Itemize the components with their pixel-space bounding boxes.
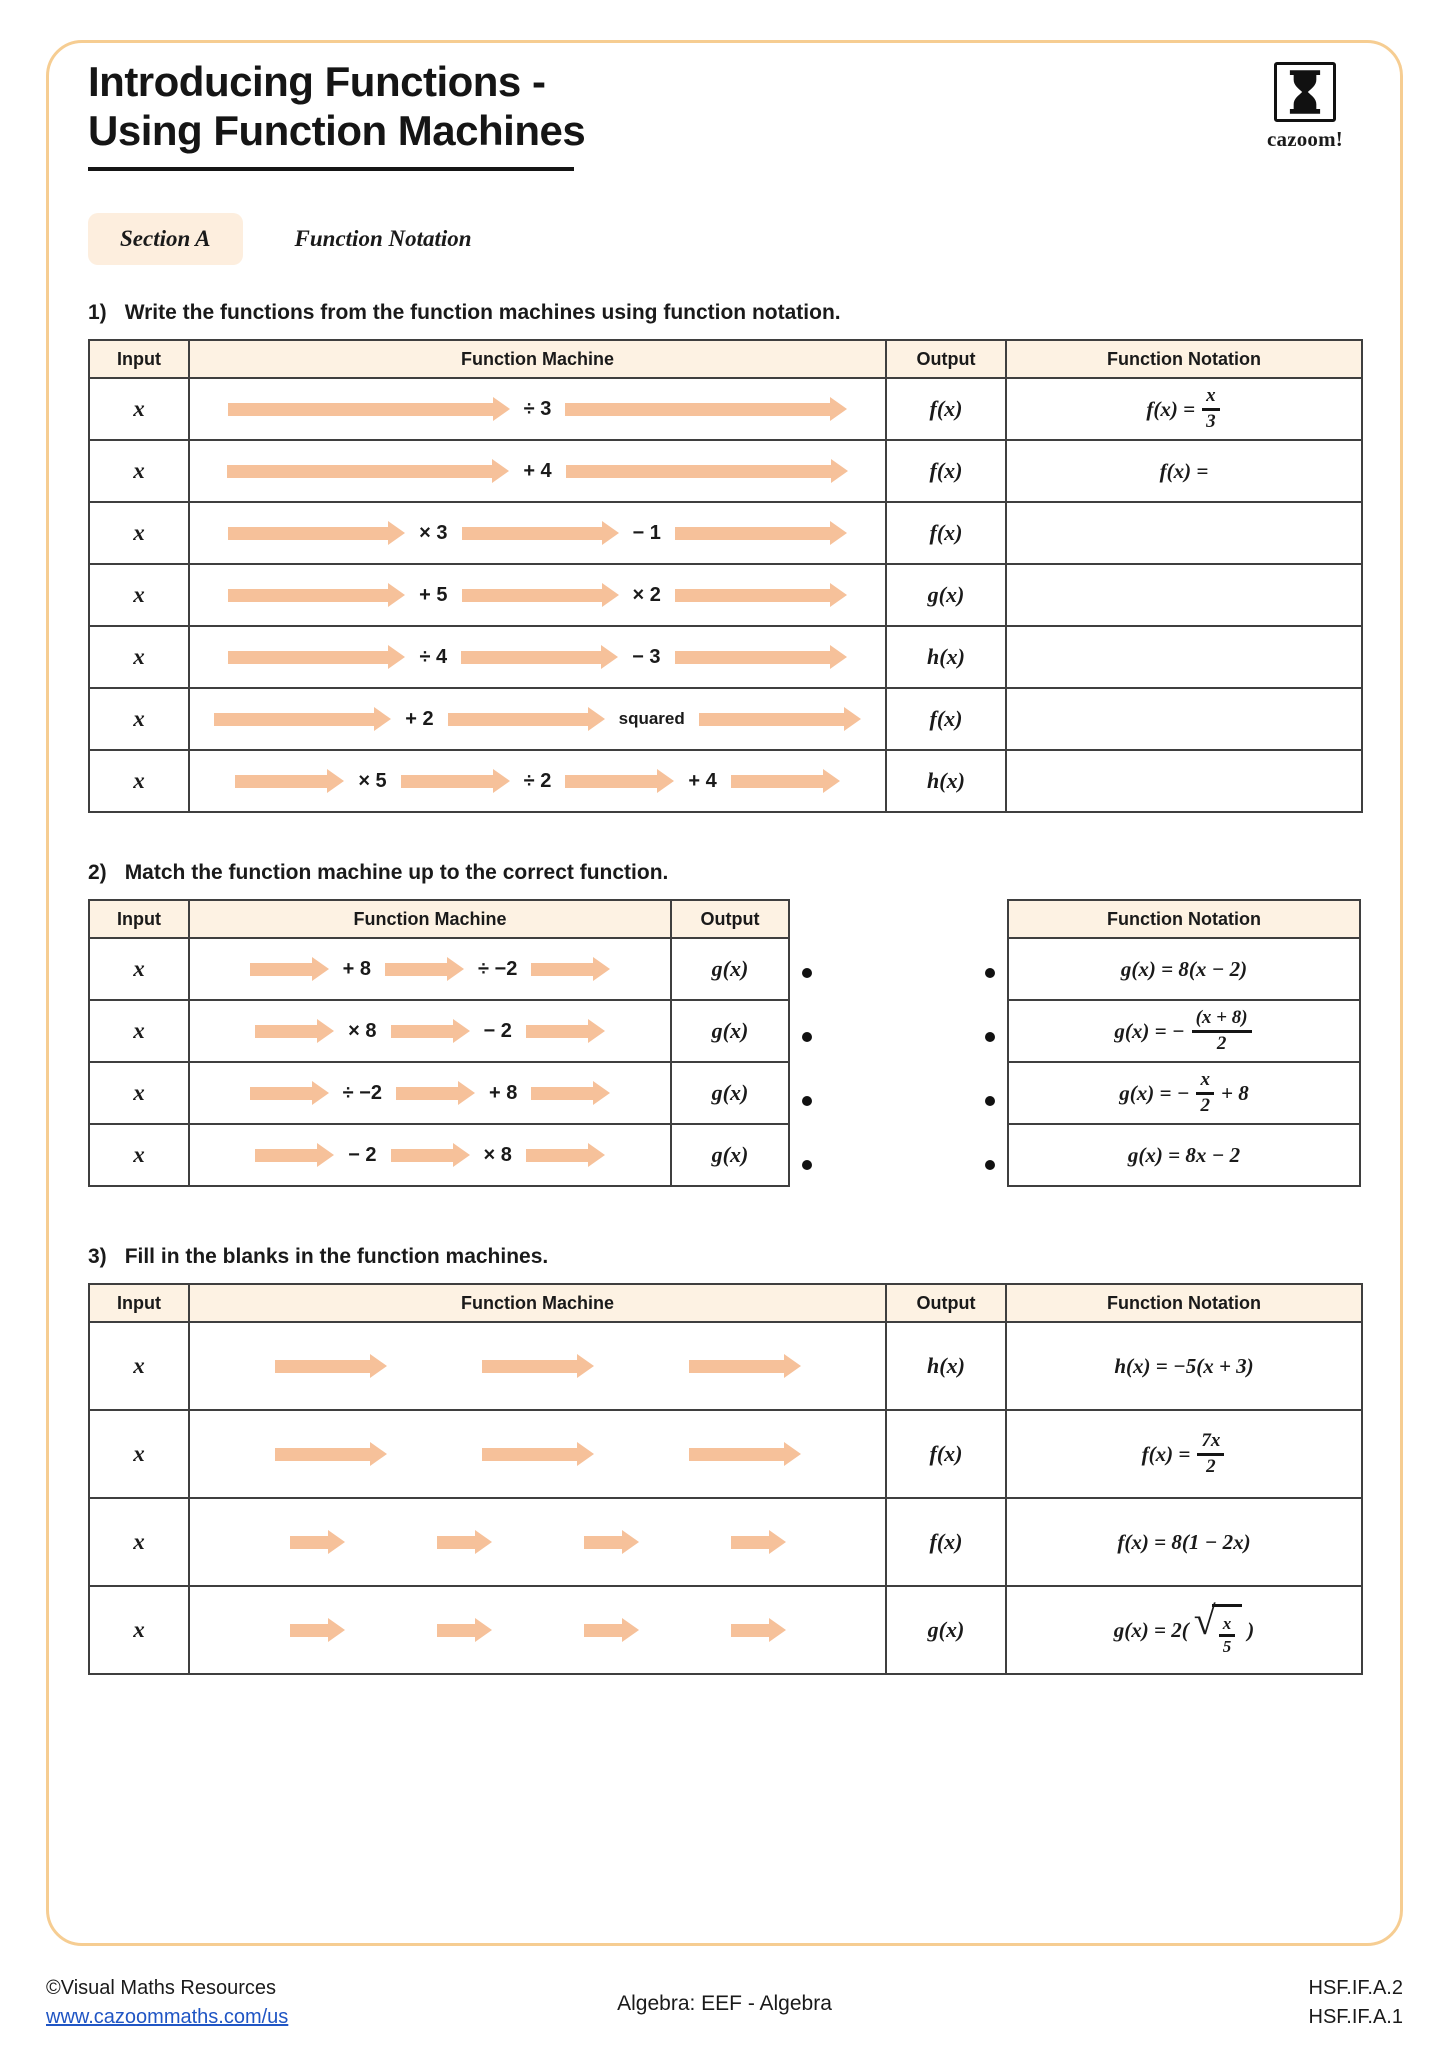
function-notation: g(x) = 8(x − 2) [1120, 956, 1248, 981]
arrow-icon [531, 957, 610, 981]
match-dot [802, 1096, 812, 1106]
table-row [1008, 1062, 1360, 1124]
arrow-icon [396, 1081, 475, 1105]
arrow-icon [391, 1019, 470, 1043]
operation-label: + 4 [688, 769, 717, 792]
question-1-heading [88, 301, 1361, 325]
operation-label: + 8 [488, 1081, 518, 1104]
function-machine [190, 707, 885, 731]
fraction: $\frac{x}{3}$ [1202, 386, 1220, 433]
input-value: x [133, 1018, 145, 1044]
fraction: $\frac{x}{2}$ [1196, 1070, 1214, 1117]
notation-blank-cell [1006, 688, 1362, 750]
operation-label: − 2 [348, 1143, 377, 1166]
match-dot [985, 1160, 995, 1170]
table-row [1008, 938, 1360, 1000]
arrow-icon [675, 521, 847, 545]
output-label: g(x) [927, 1617, 965, 1643]
column-header-output: Output [671, 900, 789, 938]
function-notation: f(x) = $\frac{7x}{2}$ [1142, 1431, 1227, 1478]
page-footer [46, 1974, 1403, 2032]
function-machine-blank [190, 1618, 885, 1642]
arrow-icon [255, 1019, 334, 1043]
operation-label: × 5 [358, 769, 387, 792]
matching-area [88, 899, 1361, 1197]
output-label: f(x) [929, 520, 963, 546]
operation-label: + 4 [523, 459, 552, 482]
section-badge: Section A [88, 213, 243, 265]
operation-label: × 8 [483, 1143, 512, 1166]
input-value: x [133, 1529, 145, 1555]
operation-label: squared [618, 709, 685, 729]
input-value: x [133, 1080, 145, 1106]
section-row [88, 213, 1361, 265]
operation-label: ÷ −2 [478, 957, 518, 980]
operation-label: − 3 [632, 645, 661, 668]
arrow-icon [566, 459, 848, 483]
table-row [89, 440, 1362, 502]
function-notation: g(x) = − $\frac{x}{2}$ + 8 [1119, 1069, 1249, 1116]
output-label: f(x) [929, 706, 963, 732]
table-row [89, 688, 1362, 750]
function-machine [190, 459, 885, 483]
input-value: x [133, 396, 145, 422]
column-header-machine: Function Machine [189, 900, 671, 938]
input-value: x [133, 1441, 145, 1467]
match-dot [802, 968, 812, 978]
q3-table [88, 1283, 1363, 1675]
arrow-icon [526, 1019, 605, 1043]
operation-label: + 5 [419, 583, 448, 606]
input-value: x [133, 706, 145, 732]
output-label: h(x) [927, 768, 965, 794]
logo-wordmark: cazoom! [1266, 127, 1343, 151]
question-prompt: Write the functions from the function machines using function notation. [124, 301, 841, 325]
function-machine-blank [190, 1442, 885, 1466]
title-underline [88, 167, 574, 171]
table-row [89, 1322, 1362, 1410]
arrow-icon [689, 1354, 801, 1378]
arrow-icon [227, 459, 509, 483]
table-row [89, 1124, 789, 1186]
page-title: Introducing Functions - Using Function Machines [88, 58, 586, 154]
arrow-icon [385, 957, 464, 981]
arrow-icon [437, 1530, 492, 1554]
arrow-icon [448, 707, 605, 731]
function-machine-blank [190, 1354, 885, 1378]
notation-blank-cell [1006, 502, 1362, 564]
output-label: g(x) [711, 1018, 749, 1044]
output-label: g(x) [711, 1080, 749, 1106]
square-root [1193, 1597, 1242, 1657]
arrow-icon [584, 1530, 639, 1554]
table-row [89, 378, 1362, 440]
arrow-icon [584, 1618, 639, 1642]
match-dot [985, 968, 995, 978]
function-machine [190, 957, 670, 981]
arrow-icon [731, 1618, 786, 1642]
column-header-input: Input [89, 340, 189, 378]
function-machine [190, 1081, 670, 1105]
arrow-icon [437, 1618, 492, 1642]
arrow-icon [250, 1081, 329, 1105]
arrow-icon [675, 645, 847, 669]
match-dot [802, 1032, 812, 1042]
output-label: h(x) [927, 1353, 965, 1379]
table-row [89, 564, 1362, 626]
cazoom-logo [1267, 62, 1343, 152]
input-value: x [133, 582, 145, 608]
function-notation: g(x) = 8x − 2 [1127, 1142, 1241, 1167]
standard-code: HSF.IF.A.1 [1308, 2006, 1403, 2028]
input-value: x [133, 520, 145, 546]
function-machine-blank [190, 1530, 885, 1554]
column-header-output: Output [886, 340, 1006, 378]
copyright-text: ©Visual Maths Resources [46, 1977, 277, 1999]
arrow-icon [228, 397, 510, 421]
arrow-icon [290, 1530, 345, 1554]
table-row [89, 1498, 1362, 1586]
table-row [1008, 1000, 1360, 1062]
column-header-input: Input [89, 1284, 189, 1322]
function-machine [190, 1019, 670, 1043]
output-label: f(x) [929, 458, 963, 484]
output-label: f(x) [929, 396, 963, 422]
table-row [89, 1062, 789, 1124]
notation-blank-cell [1006, 626, 1362, 688]
output-label: f(x) [929, 1441, 963, 1467]
input-value: x [133, 1353, 145, 1379]
input-value: x [133, 644, 145, 670]
arrow-icon [461, 645, 618, 669]
radical-symbol: √ [1193, 1597, 1216, 1643]
arrow-icon [526, 1143, 605, 1167]
column-header-notation: Function Notation [1008, 900, 1360, 938]
operation-label: × 8 [348, 1019, 377, 1042]
table-row [89, 626, 1362, 688]
table-row [89, 1586, 1362, 1674]
column-header-input: Input [89, 900, 189, 938]
operation-label: × 2 [632, 583, 661, 606]
operation-label: × 3 [419, 521, 448, 544]
table-row [89, 1000, 789, 1062]
function-machine [190, 397, 885, 421]
left-match-dots [802, 941, 812, 1197]
arrow-icon [462, 583, 619, 607]
arrow-icon [565, 769, 674, 793]
worksheet-header [88, 58, 1361, 171]
output-label: g(x) [927, 582, 965, 608]
arrow-icon [255, 1143, 334, 1167]
function-machine [190, 521, 885, 545]
q2-notation-table [1007, 899, 1361, 1187]
arrow-icon [482, 1354, 594, 1378]
column-header-machine: Function Machine [189, 340, 886, 378]
table-row [89, 1410, 1362, 1498]
arrow-icon [228, 645, 405, 669]
function-machine [190, 1143, 670, 1167]
column-header-notation: Function Notation [1006, 1284, 1362, 1322]
arrow-icon [250, 957, 329, 981]
arrow-icon [565, 397, 847, 421]
arrow-icon [731, 769, 840, 793]
section-title: Function Notation [294, 226, 472, 252]
fraction: $\frac{x}{5}$ [1219, 1615, 1236, 1657]
function-machine [190, 645, 885, 669]
arrow-icon [531, 1081, 610, 1105]
notation-blank-cell [1006, 750, 1362, 812]
question-number: 2) [88, 861, 107, 885]
arrow-icon [235, 769, 344, 793]
function-machine [190, 769, 885, 793]
match-dot [985, 1032, 995, 1042]
standard-code: HSF.IF.A.2 [1308, 1977, 1403, 1999]
input-value: x [133, 1142, 145, 1168]
question-prompt: Match the function machine up to the correct function. [124, 861, 669, 885]
match-dot [985, 1096, 995, 1106]
output-label: h(x) [927, 644, 965, 670]
arrow-icon [482, 1442, 594, 1466]
question-3-heading [88, 1245, 1361, 1269]
website-link[interactable]: www.cazoommaths.com/us [46, 2006, 289, 2028]
input-value: x [133, 768, 145, 794]
question-prompt: Fill in the blanks in the function machines. [124, 1245, 549, 1269]
arrow-icon [275, 1442, 387, 1466]
operation-label: + 2 [405, 707, 434, 730]
column-header-machine: Function Machine [189, 1284, 886, 1322]
table-row [89, 750, 1362, 812]
topic-label: Algebra: EEF - Algebra [617, 1992, 832, 2015]
operation-label: ÷ 4 [419, 645, 448, 668]
function-notation: f(x) = $\frac{x}{3}$ [1146, 386, 1221, 433]
question-2-heading [88, 861, 1361, 885]
question-number: 1) [88, 301, 107, 325]
question-number: 3) [88, 1245, 107, 1269]
arrow-icon [731, 1530, 786, 1554]
fraction: $\frac{(x + 8)}{2}$ [1192, 1008, 1252, 1055]
operation-label: + 8 [342, 957, 371, 980]
input-value: x [133, 458, 145, 484]
function-notation: f(x) = [1159, 458, 1209, 483]
fraction: $\frac{7x}{2}$ [1197, 1431, 1224, 1478]
function-notation: f(x) = 8(1 − 2x) [1117, 1529, 1251, 1554]
function-notation: g(x) = − $\frac{(x + 8)}{2}$ [1114, 1008, 1253, 1055]
column-header-output: Output [886, 1284, 1006, 1322]
table-row [1008, 1124, 1360, 1186]
function-notation: g(x) = 2( √ $\frac{x}{5}$ ) [1113, 1597, 1255, 1657]
arrow-icon [401, 769, 510, 793]
arrow-icon [228, 521, 405, 545]
output-label: f(x) [929, 1529, 963, 1555]
arrow-icon [290, 1618, 345, 1642]
table-row [89, 938, 789, 1000]
arrow-icon [675, 583, 847, 607]
input-value: x [133, 1617, 145, 1643]
arrow-icon [275, 1354, 387, 1378]
operation-label: ÷ 2 [523, 769, 552, 792]
operation-label: − 1 [632, 521, 661, 544]
function-notation: h(x) = −5(x + 3) [1114, 1353, 1254, 1378]
arrow-icon [228, 583, 405, 607]
output-label: g(x) [711, 1142, 749, 1168]
output-label: g(x) [711, 956, 749, 982]
q2-machine-table [88, 899, 790, 1187]
operation-label: ÷ 3 [523, 397, 552, 420]
function-machine [190, 583, 885, 607]
arrow-icon [462, 521, 619, 545]
arrow-icon [214, 707, 391, 731]
q1-table [88, 339, 1363, 813]
arrow-icon [689, 1442, 801, 1466]
operation-label: − 2 [483, 1019, 512, 1042]
column-header-notation: Function Notation [1006, 340, 1362, 378]
hourglass-icon [1274, 62, 1336, 122]
table-row [89, 502, 1362, 564]
right-match-dots [985, 941, 995, 1197]
arrow-icon [391, 1143, 470, 1167]
input-value: x [133, 956, 145, 982]
arrow-icon [699, 707, 861, 731]
match-dot [802, 1160, 812, 1170]
notation-blank-cell [1006, 564, 1362, 626]
operation-label: ÷ −2 [342, 1081, 382, 1104]
